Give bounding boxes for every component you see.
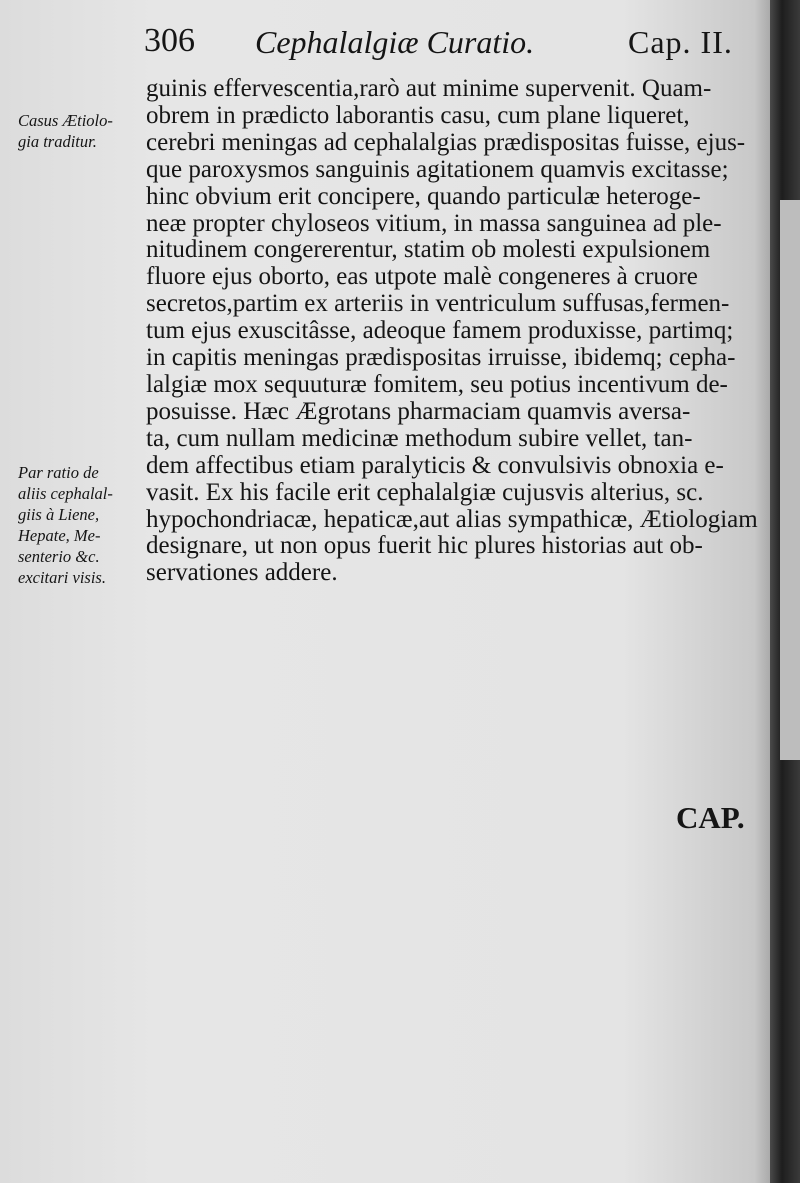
margin-note-line: Par ratio de — [18, 463, 99, 482]
text-line: ta, cum nullam medicinæ methodum subire vellet, tan- — [146, 424, 693, 452]
text-line: nitudinem congererentur, statim ob molesti expulsionem — [146, 236, 711, 264]
text-line: vasit. Ex his facile erit cephalalgiæ cujusvis alterius, sc. — [146, 478, 704, 506]
catchword: CAP. — [676, 800, 745, 835]
page-header — [140, 18, 760, 70]
text-line: designare, ut non opus fuerit hic plures historias aut ob- — [146, 532, 703, 560]
text-line: guinis effervescentia,rarò aut minime supervenit. Quam- — [146, 75, 712, 102]
text-line: posuisse. Hæc Ægrotans pharmaciam quamvis aversa- — [146, 397, 691, 425]
text-line: hypochondriacæ, hepaticæ,aut alias sympathicæ, Ætiologiam — [146, 505, 758, 533]
running-title: Cephalalgiæ Curatio. — [255, 24, 535, 60]
adjacent-page-edge — [780, 200, 800, 760]
text-line: cerebri meningas ad cephalalgias prædispositas fuisse, ejus- — [146, 128, 746, 156]
text-line: fluore ejus oborto, eas utpote malè congeneres à cruore — [146, 263, 698, 291]
main-text-block — [146, 76, 766, 587]
page-number: 306 — [144, 22, 195, 59]
margin-note-line: Hepate, Me- — [18, 526, 101, 545]
margin-note-other-cephalalgias — [18, 462, 113, 588]
text-line: hinc obvium erit concipere, quando particulæ heteroge- — [146, 182, 701, 210]
margin-note-line: excitari visis. — [18, 568, 106, 587]
chapter-heading: Cap. II. — [628, 24, 733, 60]
margin-note-line: gia traditur. — [18, 132, 97, 151]
text-line: lalgiæ mox sequuturæ fomitem, seu potius incentivum de- — [146, 370, 728, 398]
text-line: obrem in prædicto laborantis casu, cum plane liqueret, — [146, 101, 690, 129]
margin-note-etiology — [18, 110, 113, 152]
text-line: neæ propter chyloseos vitium, in massa sanguinea ad ple- — [146, 209, 722, 237]
text-line: in capitis meningas prædispositas irruisse, ibidemq; cepha- — [146, 344, 736, 372]
text-line: secretos,partim ex arteriis in ventriculum suffusas,fermen- — [146, 290, 730, 318]
text-line: servationes addere. — [146, 559, 338, 587]
margin-note-line: Casus Ætiolo- — [18, 111, 113, 130]
text-line: dem affectibus etiam paralyticis & convulsivis obnoxia e- — [146, 451, 724, 479]
text-line: que paroxysmos sanguinis agitationem quamvis excitasse; — [146, 155, 729, 183]
margin-note-line: aliis cephalal- — [18, 484, 113, 503]
text-line: tum ejus exuscitâsse, adeoque famem produxisse, partimq; — [146, 317, 734, 345]
margin-note-line: giis à Liene, — [18, 505, 100, 524]
margin-note-line: senterio &c. — [18, 547, 100, 566]
